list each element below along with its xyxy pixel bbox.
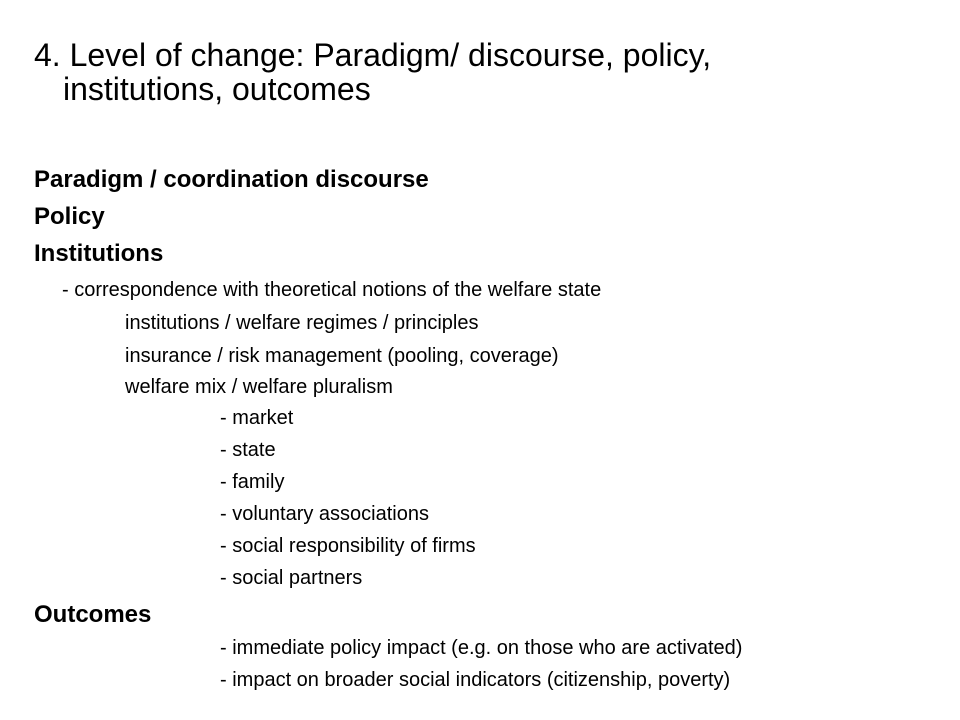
- outcomes-item: - impact on broader social indicators (citizenship, poverty): [220, 669, 731, 691]
- institutions-sub-item: welfare mix / welfare pluralism: [125, 376, 393, 398]
- slide-title-line-1: 4. Level of change: Paradigm/ discourse, policy,: [34, 37, 712, 73]
- slide-title: [34, 38, 914, 106]
- institutions-sub-item: institutions / welfare regimes / principles: [125, 312, 479, 334]
- institutions-correspondence: - correspondence with theoretical notions of the welfare state: [62, 279, 602, 301]
- heading-policy: Policy: [34, 203, 105, 230]
- slide-title-line-2: institutions, outcomes: [63, 71, 371, 107]
- welfare-mix-item: - state: [220, 439, 276, 461]
- welfare-mix-item: - voluntary associations: [220, 503, 429, 525]
- heading-outcomes: Outcomes: [34, 601, 152, 628]
- heading-paradigm: Paradigm / coordination discourse: [34, 166, 429, 193]
- institutions-sub-item: insurance / risk management (pooling, coverage): [125, 345, 559, 367]
- welfare-mix-item: - social responsibility of firms: [220, 535, 476, 557]
- welfare-mix-item: - market: [220, 407, 294, 429]
- welfare-mix-item: - social partners: [220, 567, 363, 589]
- welfare-mix-item: - family: [220, 471, 285, 493]
- heading-institutions: Institutions: [34, 240, 164, 267]
- outcomes-item: - immediate policy impact (e.g. on those who are activated): [220, 637, 743, 659]
